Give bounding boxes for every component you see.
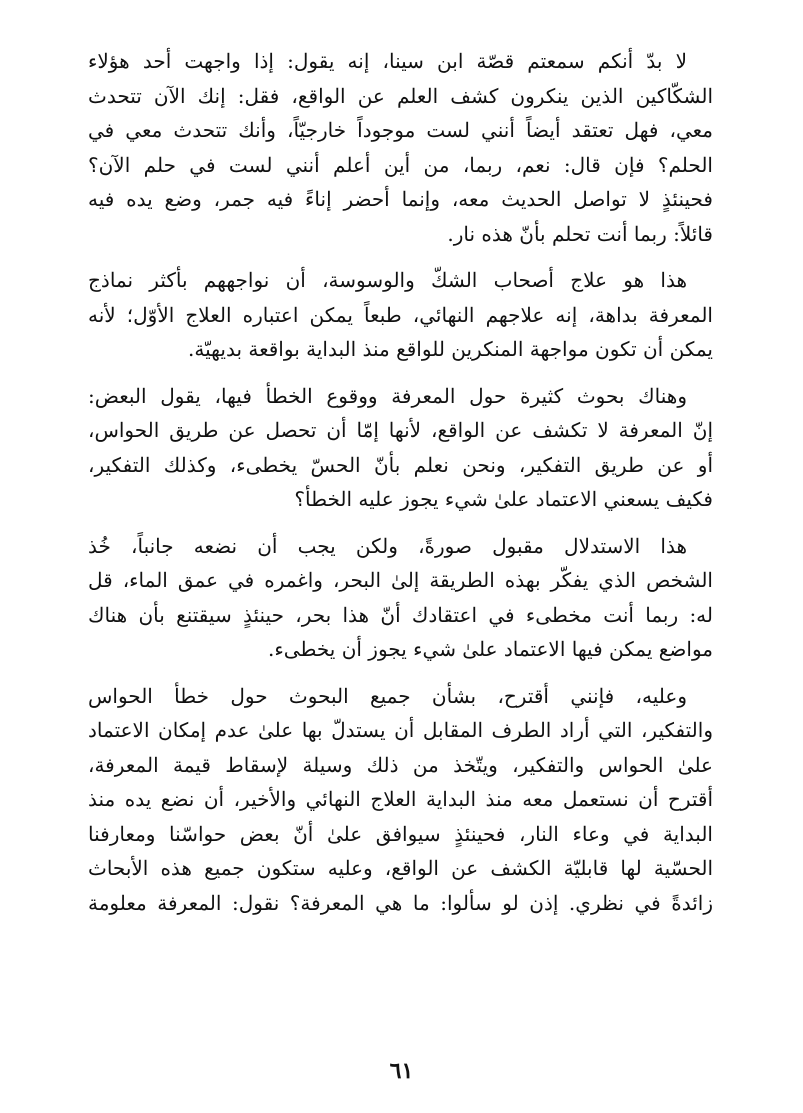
paragraph-3 xyxy=(88,379,713,517)
paragraph-2 xyxy=(88,263,713,367)
text-line: الشكّاكين الذين ينكرون كشف العلم عن الواقع، فقل: إنك الآن تتحدث xyxy=(88,83,713,108)
text-line: فحينئذٍ لا تواصل الحديث معه، وإنما أحضر إناءً فيه جمر، وضع يده فيه xyxy=(88,187,713,211)
paragraph-4 xyxy=(88,529,713,667)
text-line: له: ربما أنت مخطىء في اعتقادك أنّ هذا بحر، حينئذٍ سيقتنع بأن هناك xyxy=(88,602,713,627)
text-line: هذا الاستدلال مقبول صورةً، ولكن يجب أن نضعه جانباً، خُذ xyxy=(88,533,687,558)
text-line: أو عن طريق التفكير، ونحن نعلم بأنّ الحسّ يخطىء، وكذلك التفكير، xyxy=(88,452,713,477)
text-line: وعليه، فإنني أقترح، بشأن جميع البحوث حول خطأ الحواس xyxy=(88,683,687,708)
text-line: يمكن أن تكون مواجهة المنكرين للواقع منذ البداية بواقعة بديهيّة. xyxy=(188,337,713,361)
paragraph-5 xyxy=(88,679,713,921)
text-line: زائدةً في نظري. إذن لو سألوا: ما هي المعرفة؟ نقول: المعرفة معلومة xyxy=(88,890,713,915)
text-line: الشخص الذي يفكّر بهذه الطريقة إلىٰ البحر، واغمره في عمق الماء، قل xyxy=(88,568,713,592)
text-line: المعرفة بداهة، إنه علاجهم النهائي، طبعاً يمكن اعتباره العلاج الأوّل؛ لأنه xyxy=(88,302,713,327)
text-line: فكيف يسعني الاعتماد علىٰ شيء يجوز عليه الخطأ؟ xyxy=(294,487,713,511)
page-number: ٦١ xyxy=(389,1058,414,1084)
text-line: الحسّية لها قابليّة الكشف عن الواقع، وعليه ستكون جميع هذه الأبحاث xyxy=(88,856,713,880)
text-line: قائلاً: ربما أنت تحلم بأنّ هذه نار. xyxy=(447,221,713,246)
text-line: مواضع يمكن فيها الاعتماد علىٰ شيء يجوز أن يخطىء. xyxy=(268,637,713,661)
text-line: الحلم؟ فإن قال: نعم، ربما، من أين أعلم أنني لست في حلم الآن؟ xyxy=(88,152,713,177)
text-line: إنّ المعرفة لا تكشف عن الواقع، لأنها إمّا أن تحصل عن طريق الحواس، xyxy=(88,418,713,442)
text-line: هذا هو علاج أصحاب الشكّ والوسوسة، أن نواجههم بأكثر نماذج xyxy=(88,268,687,292)
text-line: لا بدّ أنكم سمعتم قصّة ابن سينا، إنه يقول: إذا واجهت أحد هؤلاء xyxy=(88,49,687,73)
text-line: البداية في وعاء النار، فحينئذٍ سيوافق علىٰ أنّ بعض حواسّنا ومعارفنا xyxy=(88,821,713,846)
paragraph-1 xyxy=(88,44,713,251)
text-line: معي، فهل تعتقد أيضاً أنني لست موجوداً خارجيّاً، وأنك تتحدث معي في xyxy=(88,118,713,142)
text-line: وهناك بحوث كثيرة حول المعرفة ووقوع الخطأ فيها، يقول البعض: xyxy=(88,383,687,408)
page-body xyxy=(88,44,713,932)
text-line: والتفكير، التي أراد الطرف المقابل أن يستدلّ بها علىٰ عدم إمكان الاعتماد xyxy=(88,718,713,742)
text-line: أقترح أن نستعمل معه منذ البداية العلاج النهائي والأخير، أن نضع يده منذ xyxy=(88,787,713,811)
text-line: علىٰ الحواس والتفكير، ويتّخذ من ذلك وسيلة لإسقاط قيمة المعرفة، xyxy=(88,752,713,777)
